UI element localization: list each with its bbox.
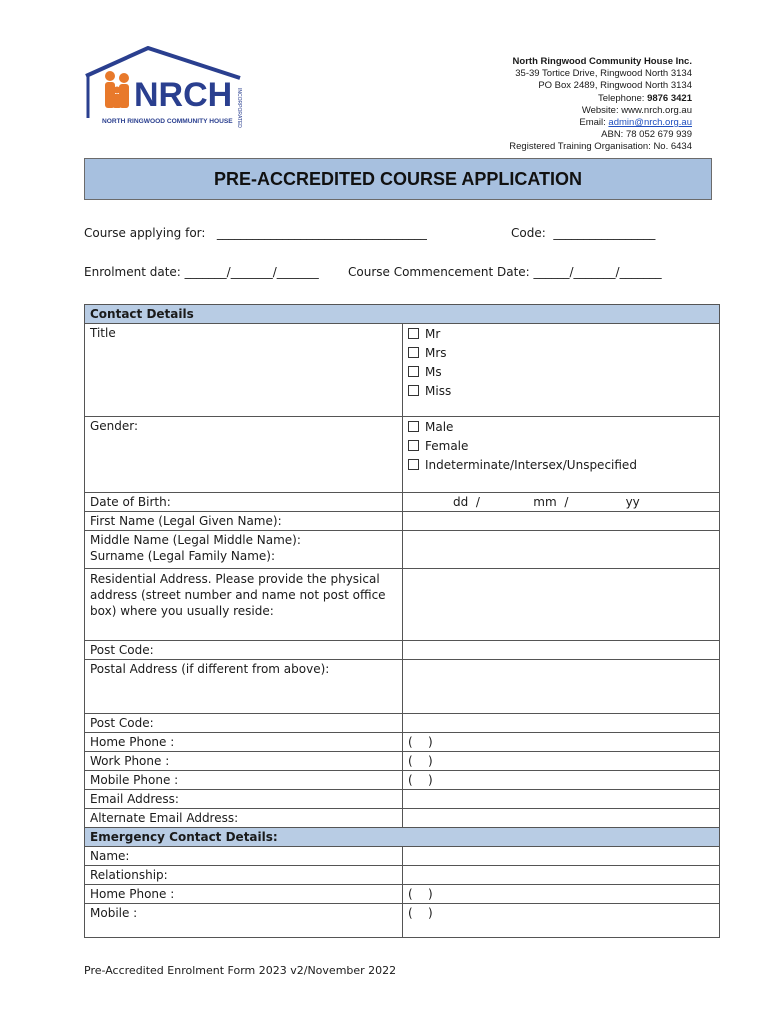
surname-label: Surname (Legal Family Name): [90, 549, 276, 563]
org-address: 35-39 Tortice Drive, Ringwood North 3134 [515, 68, 692, 80]
logo-side-text: INCORPORATED [236, 88, 242, 128]
course-code-field[interactable]: Code: _________________ [511, 226, 656, 240]
post-code-label-1: Post Code: [85, 641, 403, 660]
name-labels [85, 531, 403, 569]
middle-name-label: Middle Name (Legal Middle Name): [90, 533, 301, 547]
mobile-phone-input[interactable]: ( ) [403, 771, 720, 790]
email-row [85, 790, 720, 809]
logo-subtitle: NORTH RINGWOOD COMMUNITY HOUSE [102, 118, 233, 125]
gender-options [403, 417, 720, 493]
nrch-logo [80, 46, 250, 132]
post-code-input-1[interactable] [403, 641, 720, 660]
postal-address-row [85, 660, 720, 714]
gender-label: Gender: [85, 417, 403, 493]
postal-address-input[interactable] [403, 660, 720, 714]
checkbox-icon [408, 347, 419, 358]
alt-email-input[interactable] [403, 809, 720, 828]
email-label: Email Address: [85, 790, 403, 809]
mobile-phone-label: Mobile Phone : [85, 771, 403, 790]
emergency-contact-header: Emergency Contact Details: [85, 828, 720, 847]
residential-input[interactable] [403, 569, 720, 641]
home-phone-input[interactable]: ( ) [403, 733, 720, 752]
emergency-header-row [85, 828, 720, 847]
email-input[interactable] [403, 790, 720, 809]
ec-home-phone-row [85, 885, 720, 904]
ec-mobile-input[interactable]: ( ) [403, 904, 720, 938]
organisation-info [432, 56, 692, 154]
residential-row [85, 569, 720, 641]
ec-relationship-input[interactable] [403, 866, 720, 885]
ec-home-phone-input[interactable]: ( ) [403, 885, 720, 904]
org-abn: ABN: 78 052 679 939 [601, 129, 692, 141]
ec-mobile-row [85, 904, 720, 938]
residential-label: Residential Address. Please provide the physical address (street number and name not post office box) where you usually reside: [85, 569, 403, 641]
title-option-miss[interactable]: Miss [408, 382, 714, 401]
postal-address-label: Postal Address (if different from above): [85, 660, 403, 714]
dob-row [85, 493, 720, 512]
title-label: Title [85, 324, 403, 417]
checkbox-icon [408, 328, 419, 339]
title-option-ms[interactable]: Ms [408, 363, 714, 382]
gender-option-female[interactable]: Female [408, 437, 714, 456]
ec-name-row [85, 847, 720, 866]
course-applying-field[interactable]: Course applying for: ___________________________________ [84, 226, 427, 240]
gender-option-indeterminate[interactable]: Indeterminate/Intersex/Unspecified [408, 456, 714, 475]
ec-relationship-label: Relationship: [85, 866, 403, 885]
checkbox-icon [408, 385, 419, 396]
home-phone-row [85, 733, 720, 752]
checkbox-icon [408, 440, 419, 451]
contact-details-header: Contact Details [85, 305, 720, 324]
org-name: North Ringwood Community House Inc. [512, 56, 692, 67]
gender-row [85, 417, 720, 493]
form-title: PRE-ACCREDITED COURSE APPLICATION [84, 158, 712, 200]
ec-name-input[interactable] [403, 847, 720, 866]
first-name-row [85, 512, 720, 531]
title-option-mr[interactable]: Mr [408, 325, 714, 344]
dob-input[interactable]: dd / mm / yy [403, 493, 720, 512]
title-option-mrs[interactable]: Mrs [408, 344, 714, 363]
title-options [403, 324, 720, 417]
work-phone-row [85, 752, 720, 771]
post-code-row-2 [85, 714, 720, 733]
org-email: Email: admin@nrch.org.au [579, 117, 692, 129]
org-rto: Registered Training Organisation: No. 6434 [509, 141, 692, 153]
mobile-phone-row [85, 771, 720, 790]
first-name-input[interactable] [403, 512, 720, 531]
name-group-row [85, 531, 720, 569]
first-name-label: First Name (Legal Given Name): [85, 512, 403, 531]
alt-email-row [85, 809, 720, 828]
checkbox-icon [408, 459, 419, 470]
work-phone-label: Work Phone : [85, 752, 403, 771]
home-phone-label: Home Phone : [85, 733, 403, 752]
work-phone-input[interactable]: ( ) [403, 752, 720, 771]
checkbox-icon [408, 366, 419, 377]
ec-relationship-row [85, 866, 720, 885]
email-link[interactable]: admin@nrch.org.au [608, 117, 692, 129]
ec-name-label: Name: [85, 847, 403, 866]
name-input[interactable] [403, 531, 720, 569]
page-footer: Pre-Accredited Enrolment Form 2023 v2/November 2022 [84, 964, 397, 977]
commencement-date-field[interactable]: Course Commencement Date: ______/_______/_______ [348, 265, 662, 279]
contact-header-row [85, 305, 720, 324]
dob-label: Date of Birth: [85, 493, 403, 512]
logo-letters: NRCH [134, 76, 233, 114]
post-code-row-1 [85, 641, 720, 660]
contact-details-table [84, 304, 720, 938]
gender-option-male[interactable]: Male [408, 418, 714, 437]
ec-mobile-label: Mobile : [85, 904, 403, 938]
enrolment-date-field[interactable]: Enrolment date: _______/_______/_______ [84, 265, 319, 279]
ec-home-phone-label: Home Phone : [85, 885, 403, 904]
org-po-box: PO Box 2489, Ringwood North 3134 [538, 80, 692, 92]
alt-email-label: Alternate Email Address: [85, 809, 403, 828]
family-figures-icon [105, 71, 129, 108]
org-website: Website: www.nrch.org.au [581, 104, 692, 116]
post-code-label-2: Post Code: [85, 714, 403, 733]
title-row [85, 324, 720, 417]
post-code-input-2[interactable] [403, 714, 720, 733]
org-telephone: Telephone: 9876 3421 [597, 92, 692, 104]
checkbox-icon [408, 421, 419, 432]
